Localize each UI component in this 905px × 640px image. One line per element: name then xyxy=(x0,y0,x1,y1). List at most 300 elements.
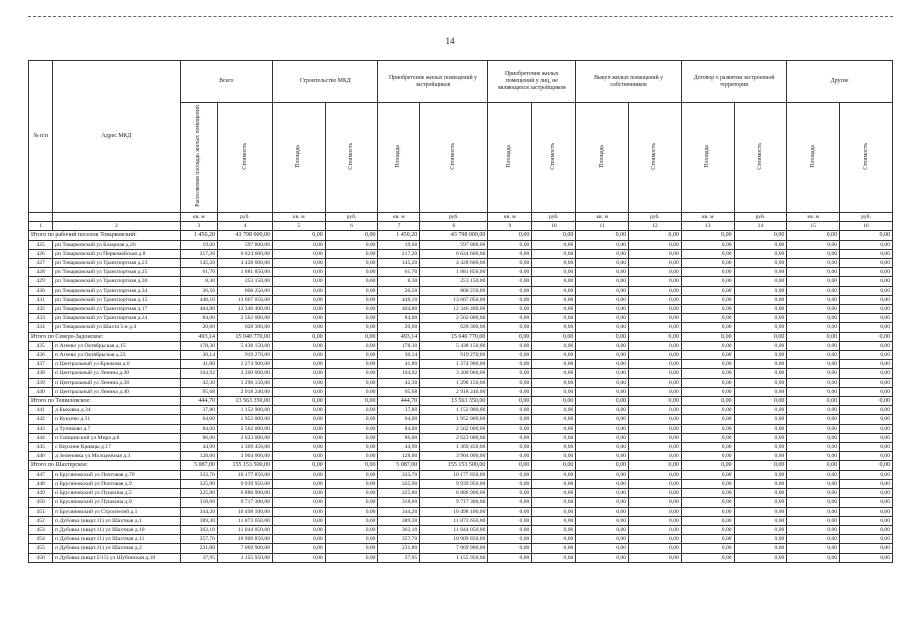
header-sub-cost: Стоимость xyxy=(420,103,488,213)
zero-value: 0,00 xyxy=(576,286,629,295)
row-address: рп Товарковский ул Транспортная д.34 xyxy=(53,286,181,295)
zero-value: 0,00 xyxy=(488,415,532,424)
zero-value: 0,00 xyxy=(532,397,576,406)
row-number: 449 xyxy=(29,489,53,498)
zero-value: 0,00 xyxy=(681,406,734,415)
zero-value: 0,00 xyxy=(629,332,682,341)
total-area: 362,10 xyxy=(180,525,217,534)
zero-value: 0,00 xyxy=(629,277,682,286)
zero-value: 0,00 xyxy=(629,516,682,525)
zero-value: 0,00 xyxy=(576,378,629,387)
zero-value: 0,00 xyxy=(734,498,787,507)
zero-value: 0,00 xyxy=(681,231,734,240)
zero-value: 0,00 xyxy=(681,452,734,461)
developer-area: 357,70 xyxy=(378,535,420,544)
developer-cost: 10 909 850,00 xyxy=(420,535,488,544)
total-area: 344,20 xyxy=(180,507,217,516)
total-area: 493,14 xyxy=(180,332,217,341)
zero-value: 0,00 xyxy=(629,240,682,249)
zero-value: 0,00 xyxy=(840,516,893,525)
zero-value: 0,00 xyxy=(840,351,893,360)
subtotal-label: Итого по Тешиловское: xyxy=(29,397,181,406)
construction-area: 0,00 xyxy=(272,378,325,387)
row-number: 433 xyxy=(29,314,53,323)
row-address: п Центральный ул Ленина д.40 xyxy=(53,387,181,396)
zero-value: 0,00 xyxy=(840,525,893,534)
total-area: 19,60 xyxy=(180,240,217,249)
zero-value: 0,00 xyxy=(576,498,629,507)
construction-area: 0,00 xyxy=(272,489,325,498)
developer-cost: 13 563 350,00 xyxy=(420,397,488,406)
zero-value: 0,00 xyxy=(681,498,734,507)
zero-value: 0,00 xyxy=(840,378,893,387)
zero-value: 0,00 xyxy=(629,305,682,314)
zero-value: 0,00 xyxy=(532,498,576,507)
zero-value: 0,00 xyxy=(734,424,787,433)
row-number: 436 xyxy=(29,351,53,360)
zero-value: 0,00 xyxy=(787,387,840,396)
zero-value: 0,00 xyxy=(629,397,682,406)
row-address: д Быковка д.34 xyxy=(53,406,181,415)
table-row xyxy=(29,323,893,332)
developer-area: 84,00 xyxy=(378,424,420,433)
developer-area: 26,50 xyxy=(378,286,420,295)
unit-cell: кв. м xyxy=(272,213,325,222)
zero-value: 0,00 xyxy=(576,387,629,396)
zero-value: 0,00 xyxy=(488,332,532,341)
total-area: 1 450,20 xyxy=(180,231,217,240)
zero-value: 0,00 xyxy=(681,249,734,258)
zero-value: 0,00 xyxy=(629,415,682,424)
zero-value: 0,00 xyxy=(576,360,629,369)
zero-value: 0,00 xyxy=(576,314,629,323)
zero-value: 0,00 xyxy=(532,525,576,534)
construction-area: 0,00 xyxy=(272,295,325,304)
header-sub-area: Площадь xyxy=(272,103,325,213)
zero-value: 0,00 xyxy=(629,378,682,387)
zero-value: 0,00 xyxy=(629,249,682,258)
zero-value: 0,00 xyxy=(532,452,576,461)
subtotal-label: Итого по рабочий поселок Товарковский: xyxy=(29,231,181,240)
construction-cost: 0,00 xyxy=(325,397,378,406)
construction-area: 0,00 xyxy=(272,323,325,332)
zero-value: 0,00 xyxy=(787,397,840,406)
zero-value: 0,00 xyxy=(629,452,682,461)
developer-cost: 1 274 900,00 xyxy=(420,360,488,369)
units-row xyxy=(29,213,893,222)
zero-value: 0,00 xyxy=(734,406,787,415)
row-number: 428 xyxy=(29,268,53,277)
construction-area: 0,00 xyxy=(272,351,325,360)
row-address: рп Товарковский ул Первомайская д.8 xyxy=(53,249,181,258)
zero-value: 0,00 xyxy=(629,323,682,332)
zero-value: 0,00 xyxy=(629,231,682,240)
top-dashed-rule xyxy=(28,16,893,17)
row-number: 445 xyxy=(29,443,53,452)
zero-value: 0,00 xyxy=(734,470,787,479)
developer-area: 325,90 xyxy=(378,479,420,488)
zero-value: 0,00 xyxy=(629,544,682,553)
row-address: п Брусяновский ул Пушкина д.9 xyxy=(53,498,181,507)
zero-value: 0,00 xyxy=(488,305,532,314)
zero-value: 0,00 xyxy=(576,259,629,268)
header-sub-area: Площадь xyxy=(681,103,734,213)
total-cost: 11 873 650,00 xyxy=(218,516,273,525)
developer-cost: 2 562 000,00 xyxy=(420,314,488,323)
zero-value: 0,00 xyxy=(734,535,787,544)
table-row xyxy=(29,507,893,516)
total-cost: 3 200 060,00 xyxy=(218,369,273,378)
zero-value: 0,00 xyxy=(840,452,893,461)
header-group-construction: Строительство МКД xyxy=(272,61,378,103)
total-cost: 13 563 350,00 xyxy=(218,397,273,406)
zero-value: 0,00 xyxy=(787,231,840,240)
construction-cost: 0,00 xyxy=(325,305,378,314)
zero-value: 0,00 xyxy=(532,323,576,332)
column-number: 10 xyxy=(532,222,576,231)
zero-value: 0,00 xyxy=(681,259,734,268)
zero-value: 0,00 xyxy=(681,516,734,525)
zero-value: 0,00 xyxy=(532,406,576,415)
zero-value: 0,00 xyxy=(787,351,840,360)
row-address: п Брусяновский ул Строителей д.1 xyxy=(53,507,181,516)
zero-value: 0,00 xyxy=(488,387,532,396)
construction-area: 0,00 xyxy=(272,277,325,286)
zero-value: 0,00 xyxy=(629,387,682,396)
unit-cell: кв. м xyxy=(681,213,734,222)
zero-value: 0,00 xyxy=(532,295,576,304)
zero-value: 0,00 xyxy=(488,470,532,479)
total-area: 231,80 xyxy=(180,544,217,553)
zero-value: 0,00 xyxy=(734,452,787,461)
header-group-buyout: Выкуп жилых помещений у собственников xyxy=(576,61,682,103)
unit-cell: руб. xyxy=(420,213,488,222)
developer-cost: 7 069 900,00 xyxy=(420,544,488,553)
column-number: 12 xyxy=(629,222,682,231)
construction-area: 0,00 xyxy=(272,249,325,258)
developer-area: 30,14 xyxy=(378,351,420,360)
developer-cost: 1 881 850,00 xyxy=(420,268,488,277)
developer-cost: 3 904 000,00 xyxy=(420,452,488,461)
total-cost: 808 250,00 xyxy=(218,286,273,295)
construction-area: 0,00 xyxy=(272,424,325,433)
developer-cost: 919 270,00 xyxy=(420,351,488,360)
construction-area: 0,00 xyxy=(272,443,325,452)
zero-value: 0,00 xyxy=(840,369,893,378)
total-area: 325,90 xyxy=(180,479,217,488)
zero-value: 0,00 xyxy=(681,305,734,314)
zero-value: 0,00 xyxy=(488,360,532,369)
zero-value: 0,00 xyxy=(787,295,840,304)
developer-area: 19,60 xyxy=(378,240,420,249)
header-sub-cost: Стоимость xyxy=(734,103,787,213)
table-row xyxy=(29,498,893,507)
construction-cost: 0,00 xyxy=(325,507,378,516)
unit-cell: руб. xyxy=(840,213,893,222)
column-number: 6 xyxy=(325,222,378,231)
developer-cost: 1 952 000,00 xyxy=(420,415,488,424)
construction-cost: 0,00 xyxy=(325,378,378,387)
total-area: 448,10 xyxy=(180,295,217,304)
zero-value: 0,00 xyxy=(734,378,787,387)
zero-value: 0,00 xyxy=(532,259,576,268)
construction-cost: 0,00 xyxy=(325,240,378,249)
construction-area: 0,00 xyxy=(272,305,325,314)
zero-value: 0,00 xyxy=(734,507,787,516)
row-address: п Кукуево д.31 xyxy=(53,415,181,424)
total-cost: 2 918 240,00 xyxy=(218,387,273,396)
table-row xyxy=(29,369,893,378)
total-area: 318,60 xyxy=(180,498,217,507)
table-row xyxy=(29,479,893,488)
zero-value: 0,00 xyxy=(787,277,840,286)
total-cost: 1 952 000,00 xyxy=(218,415,273,424)
construction-area: 0,00 xyxy=(272,544,325,553)
total-area: 44,90 xyxy=(180,443,217,452)
zero-value: 0,00 xyxy=(576,516,629,525)
construction-cost: 0,00 xyxy=(325,268,378,277)
construction-cost: 0,00 xyxy=(325,544,378,553)
unit-cell: руб. xyxy=(325,213,378,222)
total-cost: 4 428 600,00 xyxy=(218,259,273,268)
unit-cell: кв. м xyxy=(180,213,217,222)
construction-cost: 0,00 xyxy=(325,443,378,452)
column-number: 9 xyxy=(488,222,532,231)
zero-value: 0,00 xyxy=(532,231,576,240)
developer-cost: 11 044 050,00 xyxy=(420,525,488,534)
zero-value: 0,00 xyxy=(488,378,532,387)
zero-value: 0,00 xyxy=(840,277,893,286)
zero-value: 0,00 xyxy=(787,314,840,323)
zero-value: 0,00 xyxy=(488,443,532,452)
total-cost: 628 300,00 xyxy=(218,323,273,332)
column-number: 13 xyxy=(681,222,734,231)
zero-value: 0,00 xyxy=(840,415,893,424)
zero-value: 0,00 xyxy=(576,369,629,378)
construction-cost: 0,00 xyxy=(325,479,378,488)
zero-value: 0,00 xyxy=(681,461,734,470)
row-address: п Центральный ул Ленина д.30 xyxy=(53,369,181,378)
total-cost: 2 562 000,00 xyxy=(218,424,273,433)
row-number: 452 xyxy=(29,516,53,525)
construction-cost: 0,00 xyxy=(325,259,378,268)
total-cost: 13 667 050,00 xyxy=(218,295,273,304)
zero-value: 0,00 xyxy=(681,535,734,544)
zero-value: 0,00 xyxy=(734,295,787,304)
developer-cost: 808 250,00 xyxy=(420,286,488,295)
zero-value: 0,00 xyxy=(576,323,629,332)
header-group-territory: Договор о развитии застроенной территории xyxy=(681,61,787,103)
zero-value: 0,00 xyxy=(488,351,532,360)
total-area: 178,30 xyxy=(180,341,217,350)
zero-value: 0,00 xyxy=(532,553,576,562)
zero-value: 0,00 xyxy=(787,415,840,424)
zero-value: 0,00 xyxy=(532,249,576,258)
developer-cost: 1 290 150,00 xyxy=(420,378,488,387)
row-number: 442 xyxy=(29,415,53,424)
zero-value: 0,00 xyxy=(734,397,787,406)
zero-value: 0,00 xyxy=(488,397,532,406)
zero-value: 0,00 xyxy=(681,387,734,396)
subtotal-row xyxy=(29,332,893,341)
subtotal-label: Итого по Северо-Задонское: xyxy=(29,332,181,341)
row-address: д Зеленовка ул Молодежная д.3 xyxy=(53,452,181,461)
header-address: Адрес МКД xyxy=(53,61,181,213)
zero-value: 0,00 xyxy=(787,553,840,562)
developer-area: 1 450,20 xyxy=(378,231,420,240)
header-sub-cost: Стоимость xyxy=(532,103,576,213)
zero-value: 0,00 xyxy=(840,295,893,304)
column-number: 1 xyxy=(29,222,53,231)
zero-value: 0,00 xyxy=(787,516,840,525)
total-area: 104,92 xyxy=(180,369,217,378)
zero-value: 0,00 xyxy=(532,415,576,424)
zero-value: 0,00 xyxy=(734,479,787,488)
total-area: 8,30 xyxy=(180,277,217,286)
zero-value: 0,00 xyxy=(681,553,734,562)
zero-value: 0,00 xyxy=(840,360,893,369)
developer-cost: 9 939 950,00 xyxy=(420,479,488,488)
row-address: с Верхние Кривцы д.17 xyxy=(53,443,181,452)
zero-value: 0,00 xyxy=(629,369,682,378)
row-address: п Дубовка (кварт.11) ул Шахтная д.1 xyxy=(53,516,181,525)
total-cost: 2 562 000,00 xyxy=(218,314,273,323)
header-sub-cost: Стоимость xyxy=(629,103,682,213)
zero-value: 0,00 xyxy=(734,443,787,452)
header-num: № п/п xyxy=(29,61,53,213)
row-address: п Брусяновский ул Почтовая д.70 xyxy=(53,470,181,479)
total-area: 64,00 xyxy=(180,415,217,424)
zero-value: 0,00 xyxy=(532,443,576,452)
zero-value: 0,00 xyxy=(787,479,840,488)
construction-area: 0,00 xyxy=(272,415,325,424)
developer-cost: 2 623 000,00 xyxy=(420,433,488,442)
construction-cost: 0,00 xyxy=(325,406,378,415)
zero-value: 0,00 xyxy=(840,341,893,350)
total-area: 20,60 xyxy=(180,323,217,332)
zero-value: 0,00 xyxy=(576,351,629,360)
zero-value: 0,00 xyxy=(532,507,576,516)
row-address: п Центральный ул Ленина д.38 xyxy=(53,378,181,387)
developer-cost: 10 498 100,00 xyxy=(420,507,488,516)
construction-area: 0,00 xyxy=(272,259,325,268)
total-cost: 1 290 150,00 xyxy=(218,378,273,387)
zero-value: 0,00 xyxy=(488,452,532,461)
header-sub-total-area: Расселяемая площадь жилых помещений xyxy=(180,103,217,213)
total-cost: 2 623 000,00 xyxy=(218,433,273,442)
zero-value: 0,00 xyxy=(576,305,629,314)
zero-value: 0,00 xyxy=(787,443,840,452)
zero-value: 0,00 xyxy=(681,433,734,442)
construction-cost: 0,00 xyxy=(325,231,378,240)
row-address: рп Товарковский ул Транспортная д.17 xyxy=(53,305,181,314)
zero-value: 0,00 xyxy=(488,295,532,304)
zero-value: 0,00 xyxy=(576,231,629,240)
total-area: 84,00 xyxy=(180,314,217,323)
unit-cell: кв. м xyxy=(576,213,629,222)
construction-area: 0,00 xyxy=(272,516,325,525)
developer-cost: 13 667 050,00 xyxy=(420,295,488,304)
developer-area: 95,68 xyxy=(378,387,420,396)
zero-value: 0,00 xyxy=(488,268,532,277)
developer-area: 37,80 xyxy=(378,406,420,415)
table-row xyxy=(29,249,893,258)
zero-value: 0,00 xyxy=(840,489,893,498)
total-area: 389,30 xyxy=(180,516,217,525)
zero-value: 0,00 xyxy=(576,268,629,277)
developer-cost: 253 150,00 xyxy=(420,277,488,286)
total-area: 225,80 xyxy=(180,489,217,498)
total-cost: 10 177 850,00 xyxy=(218,470,273,479)
total-area: 145,20 xyxy=(180,259,217,268)
total-area: 84,00 xyxy=(180,424,217,433)
zero-value: 0,00 xyxy=(681,314,734,323)
header-group-total: Всего xyxy=(180,61,272,103)
zero-value: 0,00 xyxy=(787,525,840,534)
developer-area: 5 087,00 xyxy=(378,461,420,470)
developer-area: 448,10 xyxy=(378,295,420,304)
row-number: 444 xyxy=(29,433,53,442)
total-cost: 11 044 050,00 xyxy=(218,525,273,534)
construction-area: 0,00 xyxy=(272,341,325,350)
zero-value: 0,00 xyxy=(734,332,787,341)
row-address: п Брусяновский ул Почтовая д.9 xyxy=(53,479,181,488)
column-number: 16 xyxy=(840,222,893,231)
zero-value: 0,00 xyxy=(840,387,893,396)
row-number: 425 xyxy=(29,240,53,249)
zero-value: 0,00 xyxy=(576,525,629,534)
table-row xyxy=(29,535,893,544)
zero-value: 0,00 xyxy=(576,479,629,488)
construction-cost: 0,00 xyxy=(325,452,378,461)
table-row xyxy=(29,305,893,314)
developer-cost: 10 177 850,00 xyxy=(420,470,488,479)
header-sub-area: Площадь xyxy=(488,103,532,213)
row-number: 456 xyxy=(29,553,53,562)
zero-value: 0,00 xyxy=(532,305,576,314)
developer-area: 178,30 xyxy=(378,341,420,350)
zero-value: 0,00 xyxy=(734,433,787,442)
zero-value: 0,00 xyxy=(840,433,893,442)
total-cost: 6 886 900,00 xyxy=(218,489,273,498)
developer-cost: 43 798 000,00 xyxy=(420,231,488,240)
zero-value: 0,00 xyxy=(681,544,734,553)
zero-value: 0,00 xyxy=(681,424,734,433)
row-number: 450 xyxy=(29,498,53,507)
subtotal-label: Итого по Шахтерское: xyxy=(29,461,181,470)
row-address: рп Товарковский ул Шахта 5-я д.4 xyxy=(53,323,181,332)
row-number: 441 xyxy=(29,406,53,415)
column-number: 2 xyxy=(53,222,181,231)
developer-cost: 4 428 600,00 xyxy=(420,259,488,268)
construction-cost: 0,00 xyxy=(325,369,378,378)
table-row xyxy=(29,314,893,323)
zero-value: 0,00 xyxy=(576,470,629,479)
construction-area: 0,00 xyxy=(272,461,325,470)
total-cost: 1 369 450,00 xyxy=(218,443,273,452)
zero-value: 0,00 xyxy=(532,341,576,350)
zero-value: 0,00 xyxy=(840,268,893,277)
table-row xyxy=(29,268,893,277)
zero-value: 0,00 xyxy=(681,360,734,369)
table-row xyxy=(29,544,893,553)
construction-cost: 0,00 xyxy=(325,470,378,479)
construction-area: 0,00 xyxy=(272,397,325,406)
zero-value: 0,00 xyxy=(840,259,893,268)
total-area: 61,70 xyxy=(180,268,217,277)
row-number: 427 xyxy=(29,259,53,268)
table-row xyxy=(29,516,893,525)
